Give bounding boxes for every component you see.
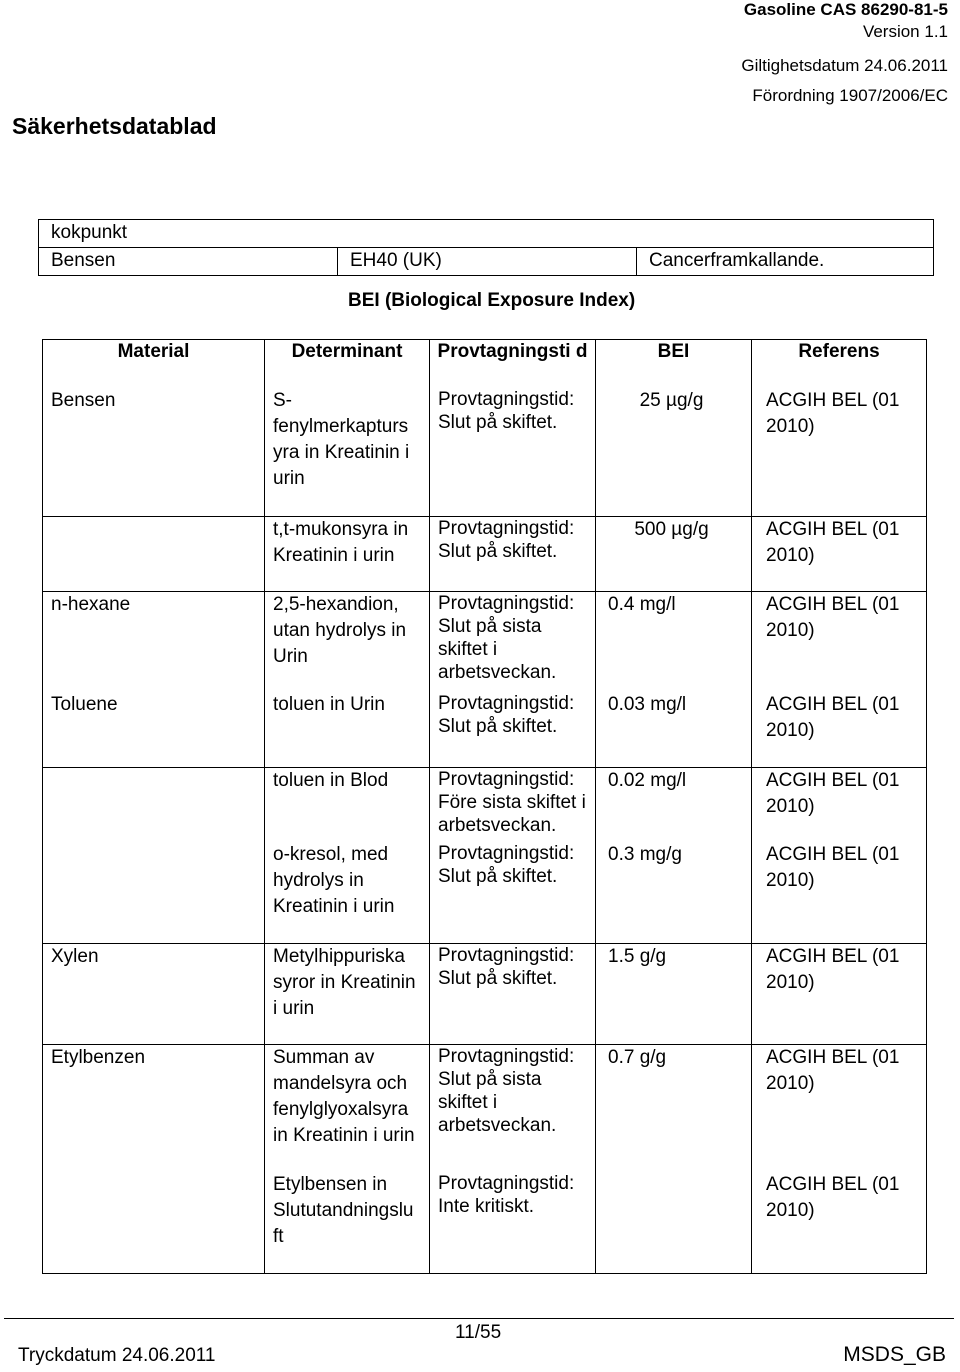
bei-value-cell: 0.7 g/g — [596, 1044, 752, 1172]
material-cell: n-hexane — [43, 591, 265, 692]
version-label: Version 1.1 — [862, 22, 948, 41]
reference-cell: ACGIH BEL (01 2010) — [752, 1044, 927, 1172]
reference-cell: ACGIH BEL (01 2010) — [752, 591, 927, 692]
table-row — [43, 388, 927, 516]
column-header: Provtagningsti d — [430, 340, 596, 389]
column-header: Material — [43, 340, 265, 389]
material-cell — [43, 767, 265, 842]
bei-value-cell: 0.4 mg/l — [596, 591, 752, 692]
material-cell — [43, 1172, 265, 1273]
document-title: Säkerhetsdatablad — [12, 113, 217, 139]
bei-table — [42, 339, 927, 1274]
bei-value-cell — [596, 1172, 752, 1273]
product-title: Gasoline CAS 86290-81-5 — [743, 0, 948, 19]
table-header-row — [43, 340, 927, 389]
table-row — [43, 767, 927, 842]
bei-value-cell: 0.03 mg/l — [596, 692, 752, 767]
table-cell: Cancerframkallande. — [637, 248, 934, 276]
material-cell: Toluene — [43, 692, 265, 767]
sampling-cell: Provtagningstid: Slut på skiftet. — [430, 516, 596, 591]
column-header: BEI — [596, 340, 752, 389]
sampling-cell: Provtagningstid: Slut på skiftet. — [430, 388, 596, 516]
page-number: 11/55 — [455, 1322, 502, 1343]
table-row — [43, 516, 927, 591]
determinant-cell: 2,5-hexandion, utan hydrolys in Urin — [265, 591, 430, 692]
reference-cell: ACGIH BEL (01 2010) — [752, 842, 927, 943]
exposure-limits-table — [38, 219, 934, 276]
table-cell: Bensen — [39, 248, 338, 276]
reference-cell: ACGIH BEL (01 2010) — [752, 767, 927, 842]
material-cell — [43, 516, 265, 591]
document-code: MSDS_GB — [843, 1343, 946, 1366]
table-cell: EH40 (UK) — [338, 248, 637, 276]
table-row — [43, 1044, 927, 1172]
determinant-cell: toluen in Urin — [265, 692, 430, 767]
determinant-cell: Summan av mandelsyra och fenylglyoxalsyra in Kreatinin i urin — [265, 1044, 430, 1172]
sampling-cell: Provtagningstid: Slut på sista skiftet i arbetsveckan. — [430, 591, 596, 692]
sampling-cell: Provtagningstid: Slut på skiftet. — [430, 943, 596, 1044]
reference-cell: ACGIH BEL (01 2010) — [752, 692, 927, 767]
material-cell: Etylbenzen — [43, 1044, 265, 1172]
bei-value-cell: 1.5 g/g — [596, 943, 752, 1044]
table-row — [43, 1172, 927, 1273]
column-header: Determinant — [265, 340, 430, 389]
determinant-cell: Etylbensen in Slututandningslu ft — [265, 1172, 430, 1273]
determinant-cell: Metylhippuriska syror in Kreatinin i urin — [265, 943, 430, 1044]
determinant-cell: S- fenylmerkapturs yra in Kreatinin i urin — [265, 388, 430, 516]
regulation-label: Förordning 1907/2006/EC — [752, 86, 948, 105]
sampling-cell: Provtagningstid: Slut på sista skiftet i arbetsveckan. — [430, 1044, 596, 1172]
table-row — [43, 943, 927, 1044]
bei-value-cell: 0.02 mg/l — [596, 767, 752, 842]
material-cell — [43, 842, 265, 943]
determinant-cell: t,t-mukonsyra in Kreatinin i urin — [265, 516, 430, 591]
sampling-cell: Provtagningstid: Slut på skiftet. — [430, 692, 596, 767]
determinant-cell: o-kresol, med hydrolys in Kreatinin i urin — [265, 842, 430, 943]
print-date: Tryckdatum 24.06.2011 — [18, 1345, 216, 1366]
bei-value-cell: 500 µg/g — [596, 516, 752, 591]
reference-cell: ACGIH BEL (01 2010) — [752, 943, 927, 1044]
sampling-cell: Provtagningstid: Inte kritiskt. — [430, 1172, 596, 1273]
validity-date: Giltighetsdatum 24.06.2011 — [741, 56, 948, 75]
bei-value-cell: 25 µg/g — [596, 388, 752, 516]
reference-cell: ACGIH BEL (01 2010) — [752, 516, 927, 591]
reference-cell: ACGIH BEL (01 2010) — [752, 388, 927, 516]
material-cell: Xylen — [43, 943, 265, 1044]
material-cell: Bensen — [43, 388, 265, 516]
determinant-cell: toluen in Blod — [265, 767, 430, 842]
table-row — [39, 248, 934, 276]
column-header: Referens — [752, 340, 927, 389]
table-cell: kokpunkt — [39, 220, 934, 248]
table-row — [39, 220, 934, 248]
sampling-cell: Provtagningstid: Slut på skiftet. — [430, 842, 596, 943]
bei-heading: BEI (Biological Exposure Index) — [348, 290, 636, 311]
table-row — [43, 591, 927, 692]
table-row — [43, 692, 927, 767]
bei-value-cell: 0.3 mg/g — [596, 842, 752, 943]
table-row — [43, 842, 927, 943]
sampling-cell: Provtagningstid: Före sista skiftet i arbetsveckan. — [430, 767, 596, 842]
reference-cell: ACGIH BEL (01 2010) — [752, 1172, 927, 1273]
